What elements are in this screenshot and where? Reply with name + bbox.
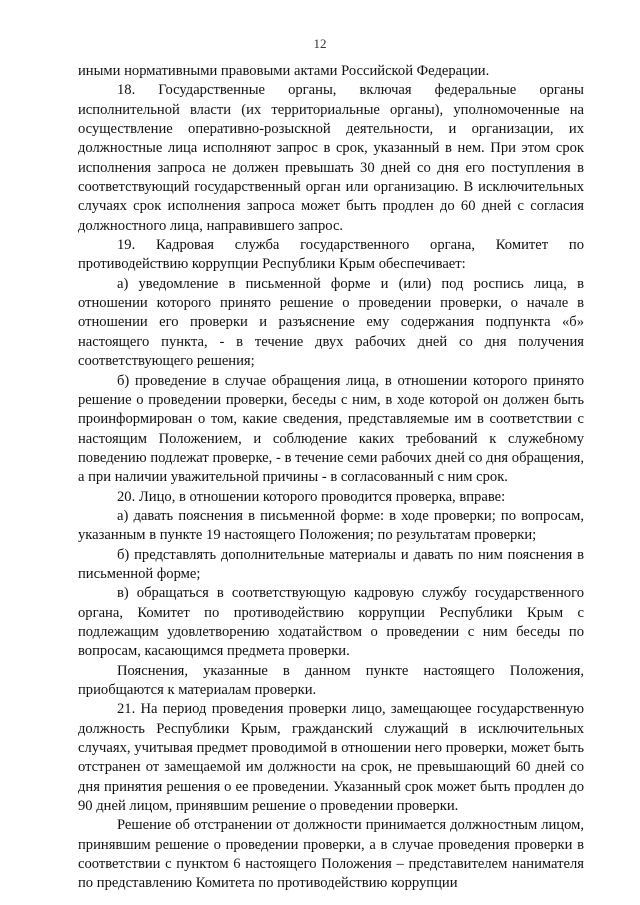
document-body (78, 62, 584, 894)
paragraph-item-19-a: а) уведомление в письменной форме и (или) под роспись лица, в отношении которого принято решение о проведении проверки, о начале в отношении его проверки и разъяснение ему содержания подпункта «б» настоящего пункта, - в течение двух рабочих дней со дня получения соответствующего решения; (78, 275, 584, 370)
paragraph-item-19-b: б) проведение в случае обращения лица, в отношении которого принято решение о проведении проверки, беседы с ним, в ходе которой он должен быть проинформирован о том, какие сведения, представляемые им в соответствии с настоящим Положением, и соблюдение каких требований к служебному поведению подлежат проверке, - в течение семи рабочих дней со дня обращения, а при наличии уважительной причины - в согласованный с ним срок. (78, 372, 584, 486)
paragraph-item-21: 21. На период проведения проверки лицо, замещающее государственную должность Республики Крым, гражданский служащий в исключительных случаях, учитывая предмет проводимой в отношении него проверки, может быть отстранен от замещаемой им должности на срок, не превышающий 60 дней со дня принятия решения о ее проведении. Указанный срок может быть продлен до 90 дней лицом, принявшим решение о проведении проверки. (78, 701, 584, 815)
paragraph-continuation: иными нормативными правовыми актами Российской Федерации. (78, 63, 490, 79)
page-number: 12 (313, 36, 327, 51)
paragraph-item-19: 19. Кадровая служба государственного органа, Комитет по противодействию коррупции Республики Крым обеспечивает: (78, 237, 584, 273)
paragraph-explanations: Пояснения, указанные в данном пункте настоящего Положения, приобщаются к материалам проверки. (78, 662, 584, 698)
paragraph-item-20: 20. Лицо, в отношении которого проводится проверка, вправе: (117, 488, 506, 505)
paragraph-item-20-c: в) обращаться в соответствующую кадровую службу государственного органа, Комитет по противодействию коррупции Республики Крым с подлежащим удовлетворению ходатайством о проведении с ним беседы по вопросам, касающимся предмета проверки. (78, 585, 584, 660)
paragraph-item-20-a: а) давать пояснения в письменной форме: в ходе проверки; по вопросам, указанным в пункте 19 настоящего Положения; по результатам проверки; (78, 507, 584, 544)
paragraph-item-18: 18. Государственные органы, включая федеральные органы исполнительной власти (их территориальные органы), уполномоченные на осуществление оперативно-розыскной деятельности, и организации, их должностные лица исполняют запрос в срок, указанный в нем. При этом срок исполнения запроса не должен превышать 30 дней со дня его поступления в соответствующий государственный орган или организацию. В исключительных случаях срок исполнения запроса может быть продлен до 60 дней с согласия должностного лица, направившего запрос. (78, 82, 584, 234)
paragraph-suspension-decision: Решение об отстранении от должности принимается должностным лицом, принявшим решение о проведении проверки, а в случае проведения проверки в соответствии с пунктом 6 настоящего Положения – представителем нанимателя по представлению Комитета по противодействию коррупции (78, 817, 584, 892)
paragraph-item-20-b: б) представлять дополнительные материалы и давать по ним пояснения в письменной форме; (78, 546, 584, 582)
